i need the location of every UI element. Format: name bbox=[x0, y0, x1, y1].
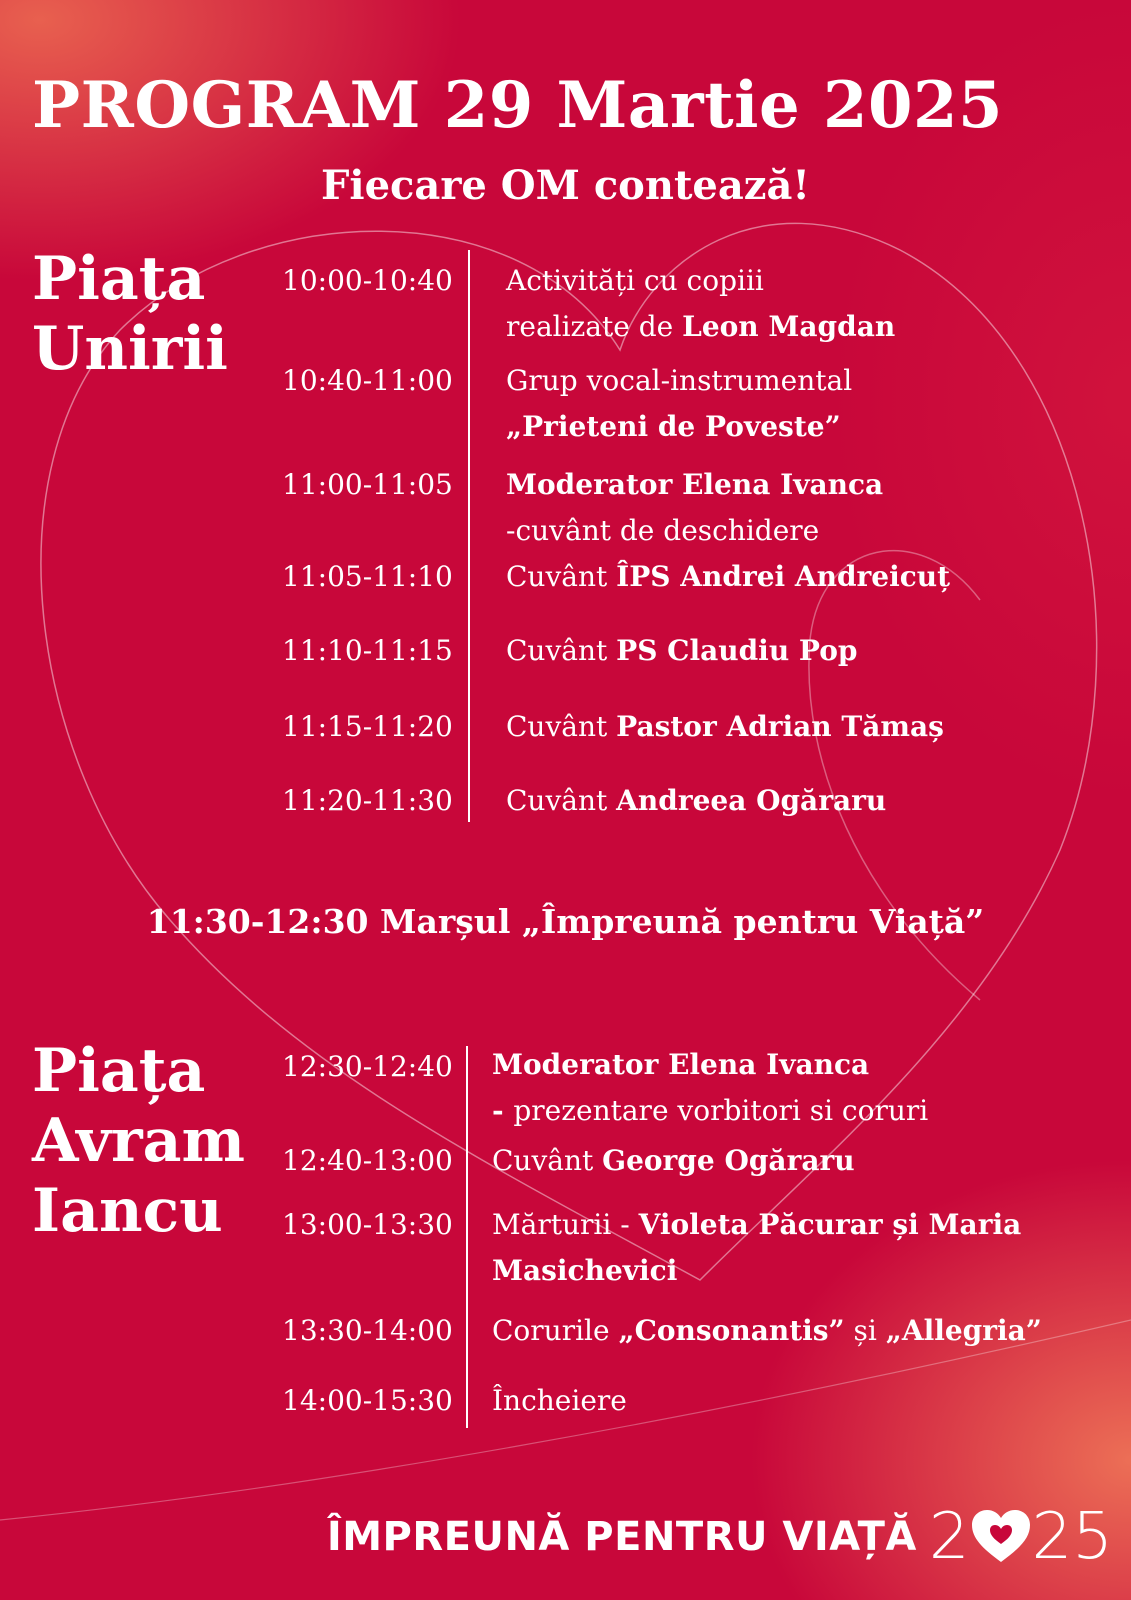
activity-bold: „Allegria” bbox=[885, 1314, 1042, 1347]
time-slot: 11:20-11:30 bbox=[282, 784, 453, 817]
activity-text bbox=[492, 1042, 928, 1134]
time-slot: 13:30-14:00 bbox=[282, 1314, 453, 1347]
time-slot: 12:30-12:40 bbox=[282, 1050, 453, 1083]
activity-text bbox=[506, 628, 857, 674]
schedule-row bbox=[282, 1208, 453, 1241]
activity-text bbox=[492, 1138, 855, 1184]
schedule-row bbox=[282, 264, 453, 297]
activity-bold: PS Claudiu Pop bbox=[616, 634, 858, 667]
schedule-row bbox=[282, 1050, 453, 1083]
activity-bold: Leon Magdan bbox=[682, 310, 896, 343]
venue-line: Piața bbox=[32, 244, 206, 314]
venue-line: Iancu bbox=[32, 1176, 223, 1246]
footer-year bbox=[928, 1500, 1113, 1574]
activity-plain: Cuvânt bbox=[506, 634, 617, 667]
page-subtitle: Fiecare OM contează! bbox=[321, 162, 810, 209]
time-slot: 14:00-15:30 bbox=[282, 1384, 453, 1417]
schedule-row bbox=[282, 468, 453, 501]
activity-plain: realizate de bbox=[506, 310, 683, 343]
activity-text bbox=[506, 778, 886, 824]
venue-line: Piața bbox=[32, 1036, 206, 1106]
schedule-row bbox=[282, 364, 453, 397]
activity-plain: și bbox=[844, 1314, 886, 1347]
activity-bold: Masichevici bbox=[492, 1254, 678, 1287]
activity-plain: -cuvânt de deschidere bbox=[506, 514, 820, 547]
activity-plain: Corurile bbox=[492, 1314, 619, 1347]
activity-text bbox=[492, 1308, 1042, 1354]
time-slot: 11:00-11:05 bbox=[282, 468, 453, 501]
schedule-row bbox=[282, 1314, 453, 1347]
activity-plain: Cuvânt bbox=[506, 560, 617, 593]
time-slot: 12:40-13:00 bbox=[282, 1144, 453, 1177]
footer-logo bbox=[326, 1500, 1113, 1574]
activity-text bbox=[506, 704, 944, 750]
venue-line: Unirii bbox=[32, 314, 228, 384]
schedule-row bbox=[282, 784, 453, 817]
heart-icon bbox=[972, 1510, 1030, 1564]
venue-title-unirii bbox=[32, 244, 228, 384]
activity-plain: Cuvânt bbox=[506, 710, 617, 743]
activity-plain: Încheiere bbox=[492, 1384, 627, 1417]
activity-text bbox=[506, 462, 883, 554]
activity-text bbox=[506, 358, 852, 450]
year-digit: 2 bbox=[928, 1500, 970, 1574]
activity-bold: Moderator Elena Ivanca bbox=[492, 1048, 870, 1081]
activity-bold: Moderator Elena Ivanca bbox=[506, 468, 884, 501]
activity-plain: Cuvânt bbox=[506, 784, 617, 817]
timeline-divider bbox=[466, 1046, 468, 1428]
time-slot: 10:00-10:40 bbox=[282, 264, 453, 297]
venue-title-avram-iancu bbox=[32, 1036, 245, 1246]
activity-text bbox=[506, 258, 895, 350]
schedule-row bbox=[282, 1384, 453, 1417]
march-announcement: 11:30-12:30 Marșul „Împreună pentru Viață” bbox=[146, 902, 985, 941]
activity-plain: Cuvânt bbox=[492, 1144, 603, 1177]
activity-bold: Pastor Adrian Tămaș bbox=[616, 710, 944, 743]
time-slot: 11:15-11:20 bbox=[282, 710, 453, 743]
time-slot: 11:10-11:15 bbox=[282, 634, 453, 667]
year-digits: 25 bbox=[1031, 1500, 1113, 1574]
activity-bold: Violeta Păcurar și Maria bbox=[638, 1208, 1022, 1241]
activity-bold: ÎPS Andrei Andreicuț bbox=[616, 560, 951, 593]
activity-bold: Andreea Ogăraru bbox=[616, 784, 887, 817]
activity-bold: „Consonantis” bbox=[618, 1314, 845, 1347]
activity-text bbox=[506, 554, 950, 600]
activity-plain: prezentare vorbitori si coruri bbox=[513, 1094, 929, 1127]
activity-text bbox=[492, 1202, 1021, 1294]
activity-text bbox=[492, 1378, 627, 1424]
page-title: PROGRAM 29 Martie 2025 bbox=[32, 68, 1004, 143]
time-slot: 10:40-11:00 bbox=[282, 364, 453, 397]
timeline-divider bbox=[468, 250, 470, 822]
schedule-row bbox=[282, 560, 453, 593]
activity-bold: - bbox=[492, 1094, 514, 1127]
schedule-row bbox=[282, 1144, 453, 1177]
time-slot: 11:05-11:10 bbox=[282, 560, 453, 593]
activity-bold: „Prieteni de Poveste” bbox=[506, 410, 841, 443]
schedule-row bbox=[282, 634, 453, 667]
footer-slogan: ÎMPREUNĂ PENTRU VIAȚĂ bbox=[326, 1514, 917, 1560]
activity-plain: Grup vocal-instrumental bbox=[506, 364, 853, 397]
activity-plain: Mărturii - bbox=[492, 1208, 639, 1241]
activity-plain: Activități cu copiii bbox=[506, 264, 764, 297]
activity-bold: George Ogăraru bbox=[602, 1144, 855, 1177]
venue-line: Avram bbox=[32, 1106, 245, 1176]
time-slot: 13:00-13:30 bbox=[282, 1208, 453, 1241]
schedule-row bbox=[282, 710, 453, 743]
